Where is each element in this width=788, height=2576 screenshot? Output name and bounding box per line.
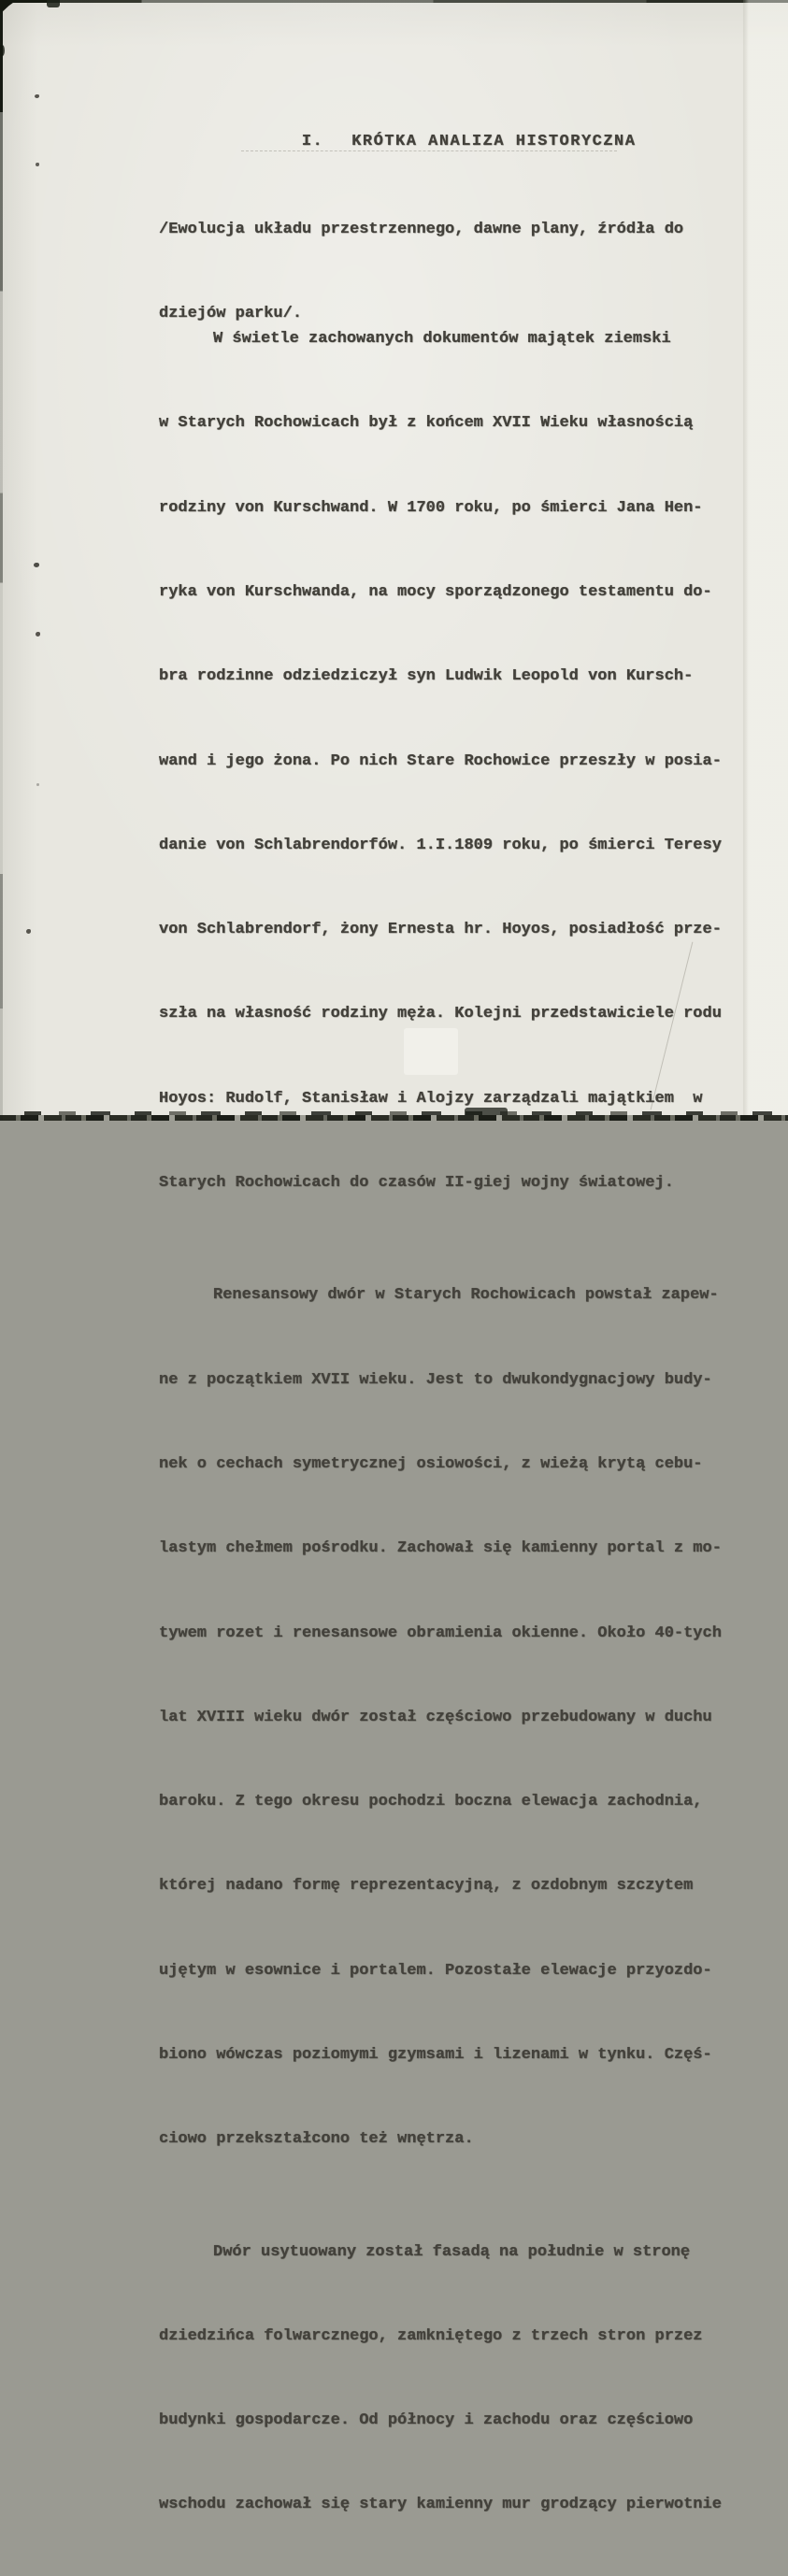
text-line: danie von Schlabrendorfów. 1.I.1809 roku, po śmierci Teresy (159, 836, 722, 854)
scan-speck (26, 929, 31, 934)
section-title: KRÓTKA ANALIZA HISTORYCZNA (351, 133, 637, 150)
text-line: nek o cechach symetrycznej osiowości, z wieżą krytą cebu- (159, 1454, 703, 1473)
text-line: baroku. Z tego okresu pochodzi boczna elewacja zachodnia, (159, 1793, 703, 1811)
text-line: W świetle zachowanych dokumentów majątek ziemski (213, 330, 671, 349)
text-line: dziedzińca folwarcznego, zamkniętego z trzech stron przez (159, 2326, 703, 2345)
text-line: ne z początkiem XVII wieku. Jest to dwukondygnacjowy budy- (159, 1370, 712, 1389)
text-line: której nadano formę reprezentacyjną, z ozdobnym szczytem (159, 1877, 694, 1896)
scan-speck (36, 783, 39, 786)
scan-edge-top (0, 0, 788, 3)
text-line: budynki gospodarcze. Od północy i zachodu oraz częściowo (159, 2411, 694, 2430)
body-text-block (159, 269, 722, 2576)
section-number: I. (301, 133, 324, 150)
text-line: lat XVIII wieku dwór został częściowo przebudowany w duchu (159, 1708, 712, 1726)
scan-speck (36, 632, 40, 637)
text-line: lastym chełmem pośrodku. Zachował się kamienny portal z mo- (159, 1539, 722, 1558)
scan-speck (34, 563, 39, 567)
text-line: Hoyos: Rudolf, Stanisław i Alojzy zarządzali majątkiem w (159, 1089, 703, 1108)
text-line: bra rodzinne odziedziczył syn Ludwik Leopold von Kursch- (159, 667, 694, 686)
subtitle-line: /Ewolucja układu przestrzennego, dawne plany, źródła do (159, 221, 684, 239)
text-line: wand i jego żona. Po nich Stare Rochowice przeszły w posia- (159, 751, 722, 770)
scan-edge-blob (0, 45, 5, 56)
scan-speck (35, 94, 39, 98)
scan-edge-left (0, 0, 3, 1121)
text-line: biono wówczas poziomymi gzymsami i lizenami w tynku. Częś- (159, 2045, 712, 2064)
text-line: von Schlabrendorf, żony Ernesta hr. Hoyos, posiadłość prze- (159, 921, 722, 939)
text-line: ryka von Kurschwanda, na mocy sporządzonego testamentu do- (159, 583, 712, 602)
scan-bottom-text-band (0, 1115, 788, 1121)
faint-fold-line (241, 150, 617, 151)
text-line: szła na własność rodziny męża. Kolejni przedstawiciele rodu (159, 1005, 722, 1023)
text-line: Starych Rochowicach do czasów II-giej wojny światowej. (159, 1174, 674, 1192)
text-line: tywem rozet i renesansowe obramienia okienne. Około 40-tych (159, 1624, 722, 1642)
text-line: rodziny von Kurschwand. W 1700 roku, po śmierci Jana Hen- (159, 498, 703, 517)
scan-speck (36, 163, 39, 166)
text-line: Renesansowy dwór w Starych Rochowicach powstał zapew- (213, 1286, 719, 1305)
text-line: wschodu zachował się stary kamienny mur grodzący pierwotnie (159, 2496, 722, 2514)
text-line: ciowo przekształcono też wnętrza. (159, 2130, 474, 2149)
text-line: Dwór usytuowany został fasadą na południe w stronę (213, 2242, 691, 2261)
scan-edge-top-notch (47, 0, 60, 7)
text-line: ujętym w esownice i portalem. Pozostałe elewacje przyozdo- (159, 1961, 712, 1980)
text-line: w Starych Rochowicach był z końcem XVII Wieku własnością (159, 414, 694, 433)
subtitle-line: dziejów parku/. (159, 305, 303, 323)
paper-fold-highlight (743, 0, 788, 1121)
